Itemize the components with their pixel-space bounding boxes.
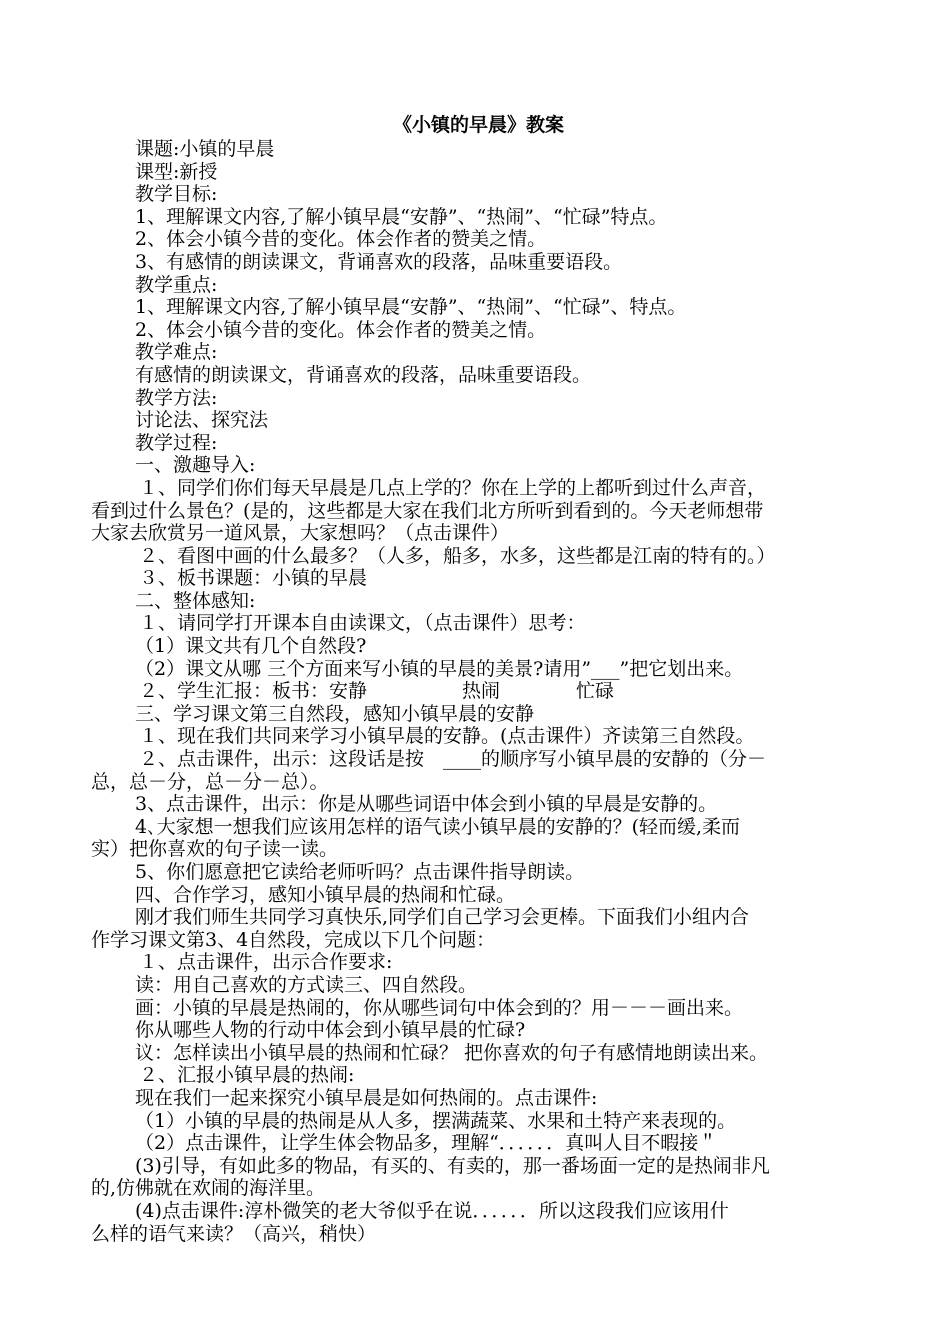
text-line: （2）课文从哪 三个方面来写小镇的早晨的美景?请用”___”把它划出来。 xyxy=(135,657,744,680)
text-line: 总，总－分，总－分－总）。 xyxy=(91,770,329,793)
text-line: 作学习课文第3、4自然段，完成以下几个问题： xyxy=(91,928,496,951)
text-line: １、现在我们共同来学习小镇早晨的安静。(点击课件）齐读第三自然段。 xyxy=(139,725,755,748)
text-line: 你从哪些人物的行动中体会到小镇早晨的忙碌? xyxy=(135,1019,526,1042)
document-title: 《小镇的早晨》教案 xyxy=(392,114,564,136)
text-line: １、请同学打开课本自由读课文，（点击课件）思考： xyxy=(139,612,586,635)
text-line: 教学重点: xyxy=(135,273,218,296)
text-line: 议：怎样读出小镇早晨的热闹和忙碌？ 把你喜欢的句子有感情地朗读出来。 xyxy=(135,1041,769,1064)
text-line: 的,仿佛就在欢闹的海洋里。 xyxy=(91,1177,326,1200)
text-line: 课型:新授 xyxy=(135,160,218,183)
text-line: 5、你们愿意把它读给老师听吗？点击课件指导朗读。 xyxy=(135,861,585,883)
text-line: (3)引导，有如此多的物品，有买的、有卖的，那一番场面一定的是热闹非凡 xyxy=(135,1154,770,1177)
text-line: 教学难点: xyxy=(135,341,218,364)
text-line: 二、整体感知: xyxy=(135,589,256,612)
text-line: ３、板书课题：小镇的早晨 xyxy=(139,567,368,590)
text-line: 大家去欣赏另一道风景，大家想吗？（点击课件） xyxy=(91,522,510,545)
text-line: ２、汇报小镇早晨的热闹: xyxy=(139,1064,355,1087)
text-line: 3、点击课件，出示：你是从哪些词语中体会到小镇的早晨是安静的。 xyxy=(135,793,718,816)
text-line: 教学方法: xyxy=(135,386,218,409)
text-line: （1）小镇的早晨的热闹是从人多，摆满蔬菜、水果和土特产来表现的。 xyxy=(135,1109,737,1132)
text-line: １、点击课件，出示合作要求: xyxy=(139,951,393,974)
text-line: 看到过什么景色？(是的，这些都是大家在我们北方所听到看到的。今天老师想带 xyxy=(91,499,764,522)
text-line: 现在我们一起来探究小镇早晨是如何热闹的。点击课件: xyxy=(135,1086,598,1109)
text-line: 实）把你喜欢的句子读一读。 xyxy=(91,838,339,861)
text-line: 教学目标: xyxy=(135,183,218,206)
text-line: 么样的语气来读？（高兴，稍快） xyxy=(91,1222,377,1245)
text-line: ２、点击课件，出示：这段话是按 ____的顺序写小镇早晨的安静的（分－ xyxy=(139,748,767,771)
text-line: 有感情的朗读课文，背诵喜欢的段落，品味重要语段。 xyxy=(135,363,592,386)
text-line: 一、激趣导入: xyxy=(135,454,256,477)
text-line: (4)点击课件:淳朴微笑的老大爷似乎在说．．．．．．所以这段我们应该用什 xyxy=(135,1199,729,1222)
text-line: 4､大家想一想我们应该用怎样的语气读小镇早晨的安静的？(轻而缓,柔而 xyxy=(135,815,741,838)
text-line: （2）点击课件，让学生体会物品多，理解“．．．．．．真叫人目不暇接＂ xyxy=(135,1132,718,1155)
document-body xyxy=(91,138,866,1245)
text-line: 1、理解课文内容,了解小镇早晨“安静”、“热闹”、“忙碌”特点。 xyxy=(135,205,668,228)
text-line: 四、合作学习，感知小镇早晨的热闹和忙碌。 xyxy=(135,883,516,906)
text-line: 课题:小镇的早晨 xyxy=(135,138,275,160)
text-line: 讨论法、探究法 xyxy=(135,409,269,432)
text-line: 1、理解课文内容,了解小镇早晨“安静”、“热闹”、“忙碌”、特点。 xyxy=(135,296,687,319)
text-line: 2、体会小镇今昔的变化。体会作者的赞美之情。 xyxy=(135,228,547,251)
text-line: 3、有感情的朗读课文，背诵喜欢的段落，品味重要语段。 xyxy=(135,250,623,273)
text-line: ２、学生汇报：板书：安静 热闹 忙碌 xyxy=(139,680,615,703)
document-page xyxy=(91,112,866,1245)
text-line: 刚才我们师生共同学习真快乐,同学们自己学习会更棒。下面我们小组内合 xyxy=(135,906,750,929)
text-line: 读：用自己喜欢的方式读三、四自然段。 xyxy=(135,973,478,996)
text-line: 教学过程: xyxy=(135,431,218,454)
text-line: 2、体会小镇今昔的变化。体会作者的赞美之情。 xyxy=(135,318,547,341)
text-line: 画：小镇的早晨是热闹的，你从哪些词句中体会到的？用－－－画出来。 xyxy=(135,996,744,1019)
text-line: （1）课文共有几个自然段? xyxy=(135,635,367,658)
text-line: １、同学们你们每天早晨是几点上学的？你在上学的上都听到过什么声音， xyxy=(139,476,767,499)
text-line: 三、学习课文第三自然段，感知小镇早晨的安静 xyxy=(135,702,535,725)
text-line: ２、看图中画的什么最多？（人多，船多，水多，这些都是江南的特有的。） xyxy=(139,544,776,567)
